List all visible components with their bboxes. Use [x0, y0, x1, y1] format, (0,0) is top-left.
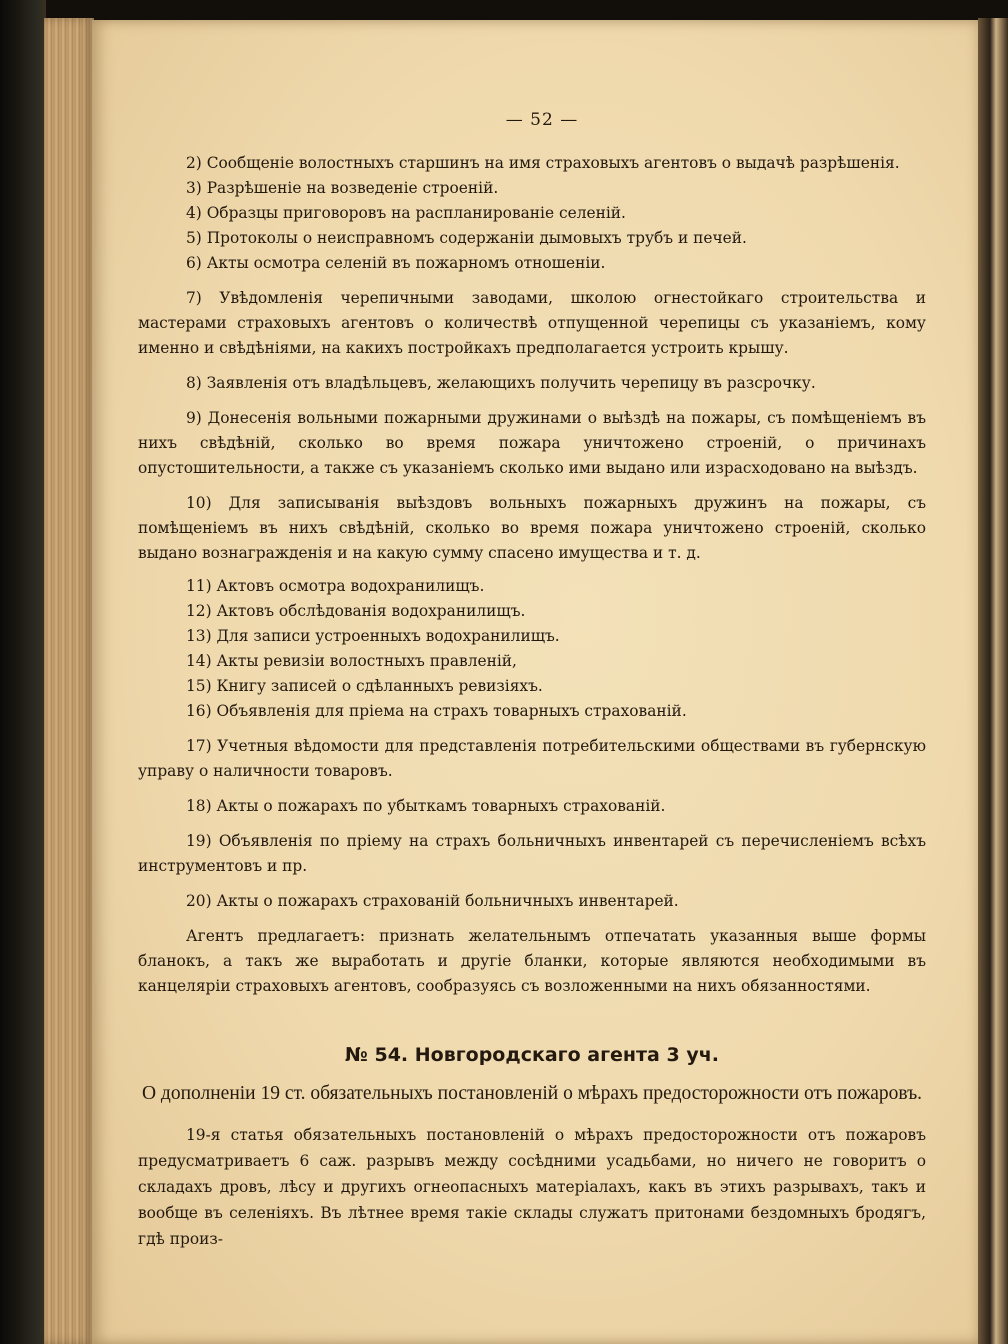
- list-item: 12) Актовъ обслѣдованiя водохранилищъ.: [186, 602, 526, 620]
- list-item: 15) Книгу записей о сдѣланныхъ ревизiяхъ.: [186, 677, 543, 695]
- list-item: 14) Акты ревизiи волостныхъ правленiй,: [186, 652, 517, 670]
- paragraph-10: 10) Для записыванiя выѣздовъ вольныхъ пожарныхъ дружинъ на пожары, съ помѣщенiемъ въ нихъ свѣдѣнiй, сколько во время пожара уничтожено строенiй, сколько выдано вознагражденiя и на какую сумму спасено имущества и т. д.: [138, 494, 926, 562]
- paragraph-19: 19) Объявленiя по прiему на страхъ больничныхъ инвентарей съ перечисленiемъ всѣхъ инструментовъ и пр.: [138, 832, 926, 875]
- section-subheading: О дополненiи 19 ст. обязательныхъ постановленiй о мѣрахъ предосторожности отъ пожаровъ.: [141, 1083, 923, 1104]
- book-cover-edge: [0, 0, 46, 1344]
- list-item: 6) Акты осмотра селенiй въ пожарномъ отношенiи.: [186, 254, 606, 272]
- paragraph-9: 9) Донесенiя вольными пожарными дружинами о выѣздѣ на пожары, съ помѣщенiемъ въ нихъ свѣдѣнiй, сколько во время пожара уничтожено строенiй, о причинахъ опустошительности, а также съ указанiемъ сколько ими выдано или израсходовано на выѣздъ.: [138, 409, 926, 477]
- list-item: 5) Протоколы о неисправномъ содержанiи дымовыхъ трубъ и печей.: [186, 229, 747, 247]
- list-item: 3) Разрѣшенiе на возведенiе строенiй.: [186, 179, 499, 197]
- page-text: [138, 108, 926, 1252]
- page-stack-edge: [44, 18, 94, 1344]
- paragraph-17: 17) Учетныя вѣдомости для представленiя потребительскими обществами въ губернскую управу о наличности товаровъ.: [138, 737, 926, 780]
- paragraph-agent-proposal: Агентъ предлагаетъ: признать желательнымъ отпечатать указанныя выше формы бланокъ, а такъ же выработать и другiе бланки, которые являются необходимыми въ канцелярiи страховыхъ агентовъ, сообразуясь съ возложенными на нихъ обязанностями.: [138, 927, 926, 995]
- paragraph-20: 20) Акты о пожарахъ страхованiй больничныхъ инвентарей.: [186, 892, 679, 910]
- section-heading: № 54. Новгородскаго агента 3 уч.: [345, 1044, 719, 1066]
- list-item: 4) Образцы приговоровъ на распланированiе селенiй.: [186, 204, 626, 222]
- list-forms-2-6: [138, 151, 926, 276]
- paragraph-18: 18) Акты о пожарахъ по убыткамъ товарныхъ страхованiй.: [186, 797, 666, 815]
- page-number: — 52 —: [505, 110, 579, 130]
- list-item: 13) Для записи устроенныхъ водохранилищъ.: [186, 627, 560, 645]
- section-body: 19-я статья обязательныхъ постановленiй о мѣрахъ предосторожности отъ пожаровъ предусматриваетъ 6 саж. разрывъ между сосѣдними усадьбами, но ничего не говоритъ о складахъ дровъ, лѣсу и другихъ огнеопасныхъ матерiалахъ, какъ въ этихъ разрывахъ, такъ и вообще въ селенiяхъ. Въ лѣтнее время такiе склады служатъ притонами бездомныхъ бродягъ, гдѣ произ-: [138, 1126, 926, 1248]
- next-page-edge: [978, 18, 1008, 1344]
- paragraph-7: 7) Увѣдомленiя черепичными заводами, школою огнестойкаго строительства и мастерами страховыхъ агентовъ о количествѣ отпущенной черепицы съ указанiемъ, кому именно и свѣдѣнiями, на какихъ постройкахъ предполагается устроить крышу.: [138, 289, 926, 357]
- paragraph-8: 8) Заявленiя отъ владѣльцевъ, желающихъ получить черепицу въ разсрочку.: [186, 374, 816, 392]
- list-item: 16) Объявленiя для прiема на страхъ товарныхъ страхованiй.: [186, 702, 687, 720]
- list-item: 11) Актовъ осмотра водохранилищъ.: [186, 577, 485, 595]
- list-forms-11-16: [138, 574, 926, 724]
- list-item: 2) Сообщенiе волостныхъ старшинъ на имя страховыхъ агентовъ о выдачѣ разрѣшенiя.: [186, 154, 900, 172]
